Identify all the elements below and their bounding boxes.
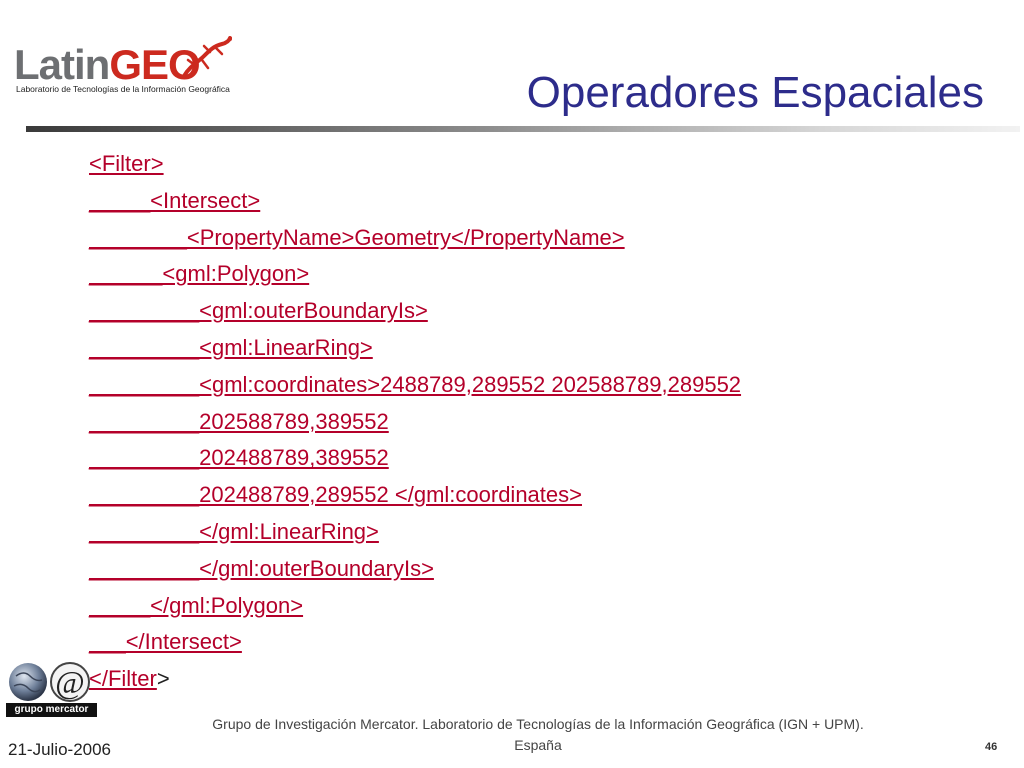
code-line[interactable]: _________<gml:outerBoundaryIs> — [89, 298, 428, 324]
page-number: 46 — [985, 741, 998, 753]
logo-caption: grupo mercator — [6, 703, 97, 717]
code-line[interactable]: _________202488789,389552 — [89, 445, 389, 471]
logo-wordmark — [14, 41, 200, 88]
code-line[interactable]: _________202488789,289552 </gml:coordinates> — [89, 482, 582, 508]
logo-word-latin: Latin — [14, 41, 110, 88]
code-listing — [89, 148, 741, 700]
lizard-icon — [180, 36, 232, 82]
slide-title: Operadores Espaciales — [526, 68, 984, 117]
title-divider — [26, 126, 1020, 132]
logo-word-geo: GEO — [109, 41, 200, 88]
footer-date: 21-Julio-2006 — [8, 740, 112, 759]
globe-at-icon — [6, 660, 100, 704]
code-line-last — [89, 663, 741, 700]
footer-credit — [128, 714, 948, 756]
code-line[interactable]: <Filter> — [89, 151, 164, 176]
code-line[interactable]: </Filter — [89, 666, 157, 692]
code-line[interactable]: ___</Intersect> — [89, 629, 242, 655]
footer-line-2: España — [514, 737, 562, 753]
latingeo-logo — [12, 36, 230, 98]
code-line[interactable]: _____<Intersect> — [89, 187, 261, 213]
code-line[interactable]: ________<PropertyName>Geometry</PropertyName> — [89, 224, 625, 250]
code-line-tail: > — [156, 666, 170, 692]
svg-text:@: @ — [55, 664, 85, 700]
code-line[interactable]: ______<gml:Polygon> — [89, 261, 310, 287]
code-line[interactable]: _________<gml:LinearRing> — [89, 334, 373, 360]
logo-subtitle: Laboratorio de Tecnologías de la Información Geográfica — [16, 84, 230, 94]
footer-line-1: Grupo de Investigación Mercator. Laboratorio de Tecnologías de la Información Geográfica (IGN + UPM). — [212, 716, 864, 732]
grupo-mercator-logo — [6, 660, 100, 720]
code-line[interactable]: _________202588789,389552 — [89, 408, 389, 434]
code-line[interactable]: _________</gml:outerBoundaryIs> — [89, 555, 434, 581]
code-line[interactable]: _________<gml:coordinates>2488789,289552 202588789,289552 — [89, 371, 742, 397]
code-line[interactable]: _________</gml:LinearRing> — [89, 518, 379, 544]
code-line[interactable]: _____</gml:Polygon> — [89, 592, 304, 618]
